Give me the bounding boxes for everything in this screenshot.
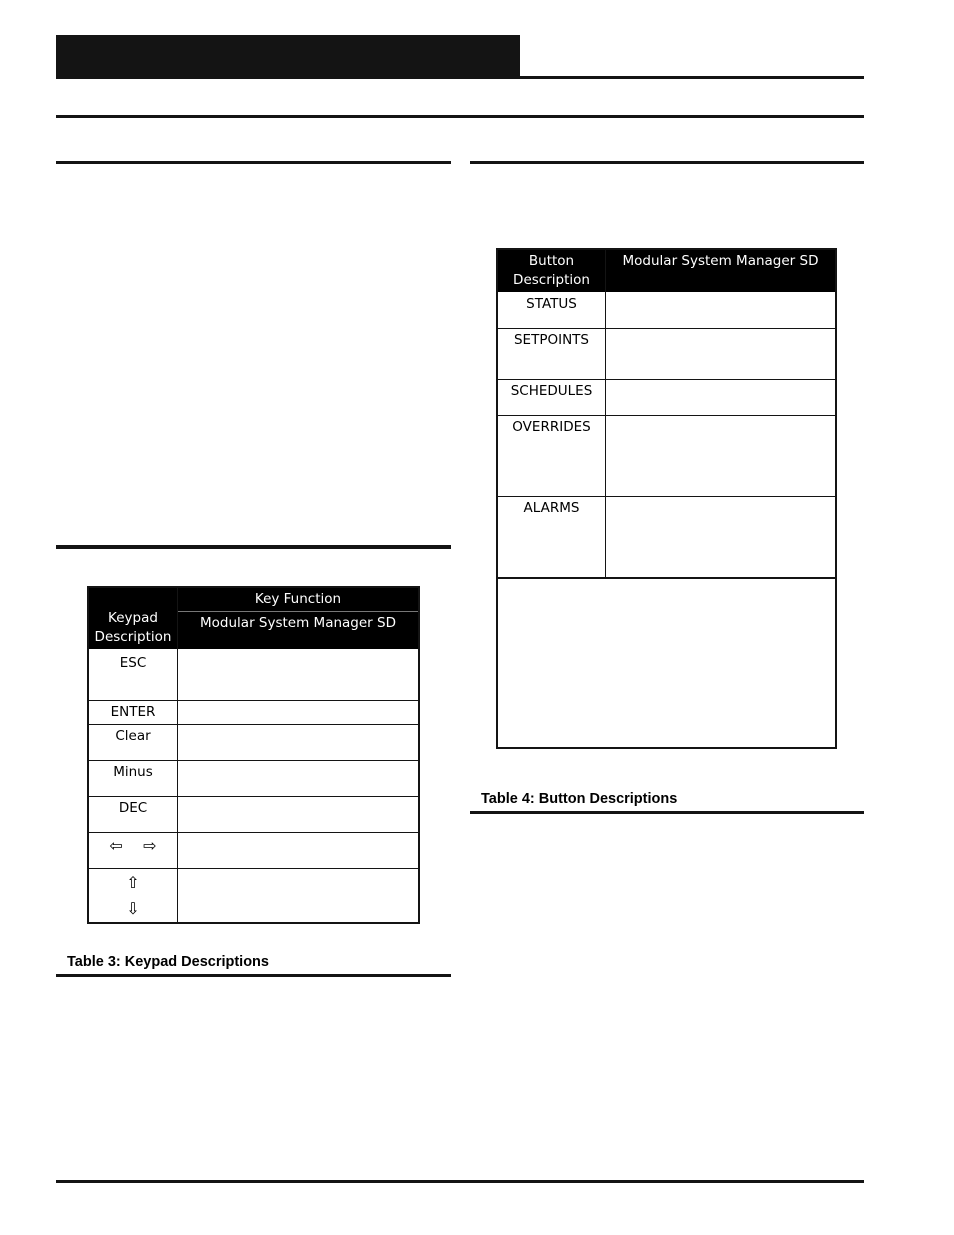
- table-row-setpoints: SETPOINTS: [513, 332, 589, 348]
- table-row-esc: ESC: [119, 655, 147, 671]
- left-right-arrow-icon: ⇦ ⇨: [109, 836, 157, 855]
- table-row-enter: ENTER: [110, 704, 156, 720]
- table-row-status: STATUS: [526, 296, 577, 312]
- keypad-descriptions-table: [87, 586, 420, 924]
- table-row-overrides: OVERRIDES: [512, 419, 591, 435]
- up-arrow-icon: ⇧: [126, 873, 140, 892]
- down-arrow-icon: ⇩: [126, 899, 140, 918]
- table-row-alarms: ALARMS: [523, 500, 580, 516]
- table-4-caption: Table 4: Button Descriptions: [481, 791, 678, 807]
- page-header-bar: [56, 35, 520, 79]
- key-function-header: Key Function: [178, 588, 418, 611]
- right-section-rule: [470, 161, 864, 164]
- table-3-caption-rule: [56, 974, 451, 977]
- msm-sd-header-2: Modular System Manager SD: [606, 250, 835, 292]
- table-row-schedules: SCHEDULES: [510, 383, 593, 399]
- left-section-rule-2: [56, 545, 451, 549]
- table-row-minus: Minus: [113, 764, 153, 780]
- button-description-header: Button Description: [498, 250, 605, 292]
- header-rule: [520, 76, 864, 79]
- keypad-description-header: Keypad Description: [89, 588, 177, 649]
- table-row-clear: Clear: [115, 728, 151, 744]
- left-section-rule: [56, 161, 451, 164]
- table-3-caption: Table 3: Keypad Descriptions: [67, 954, 269, 970]
- table-row-dec: DEC: [118, 800, 148, 816]
- section-rule-top: [56, 115, 864, 118]
- msm-sd-header: Modular System Manager SD: [178, 612, 418, 649]
- footer-rule: [56, 1180, 864, 1183]
- table-4-caption-rule: [470, 811, 864, 814]
- button-descriptions-table: [496, 248, 837, 749]
